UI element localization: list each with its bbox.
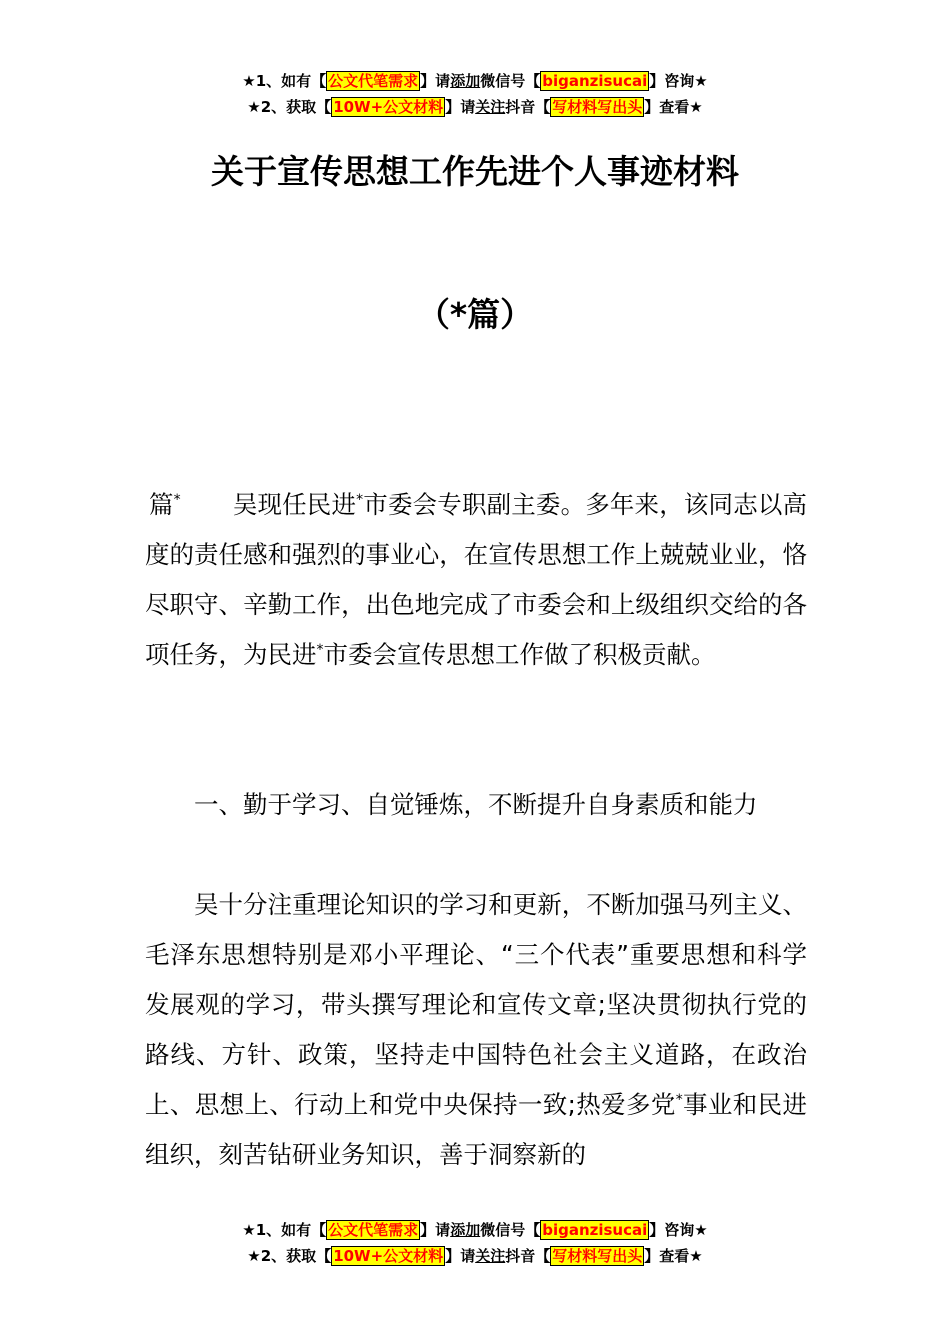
banner-text: 】咨询★ xyxy=(649,72,708,90)
banner-wechat-id: biganzisucai xyxy=(542,1221,648,1239)
banner-underline: 添加 xyxy=(450,1221,481,1239)
banner-douyin-id: 写材料写出头 xyxy=(552,1247,643,1265)
asterisk-mark: * xyxy=(675,1091,683,1108)
banner-text: 】请 xyxy=(445,1247,476,1265)
asterisk-mark: * xyxy=(173,491,181,508)
paragraph-text: 市委会专职副主委。多年来，该同志以高度的责任感和强烈的事业心，在宣传思想工作上兢兢业业，恪尽职守、辛勤工作，出色地完成了市委会和上级组织交给的各项任务，为民进 xyxy=(145,490,808,669)
banner-wechat-id: biganzisucai xyxy=(542,72,648,90)
banner-highlight: 10W+公文材料 xyxy=(333,1247,444,1265)
banner-text: 】请 xyxy=(420,72,451,90)
banner-line-1 xyxy=(0,1217,950,1243)
banner-text: ★1、如有【 xyxy=(242,1221,327,1239)
banner-highlight: 10W+公文材料 xyxy=(333,98,444,116)
paragraph-text: 吴十分注重理论知识的学习和更新，不断加强马列主义、毛泽东思想特别是邓小平理论、“三个代表”重要思想和科学发展观的学习，带头撰写理论和宣传文章;坚决贯彻执行党的路线、方针、政策，坚持走中国特色社会主义道路，在政治上、思想上、行动上和党中央保持一致;热爱多党 xyxy=(145,890,807,1119)
banner-line-2 xyxy=(0,94,950,120)
banner-text: 】查看★ xyxy=(644,98,703,116)
section-heading-1: 一、勤于学习、自觉锤炼，不断提升自身素质和能力 xyxy=(194,790,758,819)
paragraph-text: 吴现任民进 xyxy=(232,490,357,519)
banner-text: ★2、获取【 xyxy=(247,98,332,116)
banner-text: 】查看★ xyxy=(644,1247,703,1265)
banner-text: 抖音【 xyxy=(505,1247,551,1265)
document-subtitle: （*篇） xyxy=(416,295,534,334)
banner-text: 微信号【 xyxy=(480,72,541,90)
banner-text: 】请 xyxy=(420,1221,451,1239)
document-title: 关于宣传思想工作先进个人事迹材料 xyxy=(211,152,739,191)
banner-line-2 xyxy=(0,1243,950,1269)
paragraph-text: 市委会宣传思想工作做了积极贡献。 xyxy=(323,640,716,669)
asterisk-mark: * xyxy=(356,491,364,508)
banner-underline: 添加 xyxy=(450,72,481,90)
banner-text: ★1、如有【 xyxy=(242,72,327,90)
banner-text: 微信号【 xyxy=(480,1221,541,1239)
banner-douyin-id: 写材料写出头 xyxy=(552,98,643,116)
asterisk-mark: * xyxy=(316,641,324,658)
banner-underline: 关注 xyxy=(475,1247,506,1265)
banner-highlight: 公文代笔需求 xyxy=(328,1221,419,1239)
paragraph-section-1 xyxy=(145,880,807,1180)
banner-underline: 关注 xyxy=(475,98,506,116)
banner-line-1 xyxy=(0,68,950,94)
banner-highlight: 公文代笔需求 xyxy=(328,72,419,90)
paragraph-intro xyxy=(145,480,807,680)
paragraph-lead: 篇 xyxy=(149,490,174,519)
footer-banner xyxy=(0,1217,950,1269)
paragraph-text: 事业和民进组织，刻苦钻研业务知识，善于洞察新的 xyxy=(145,1090,807,1169)
banner-text: ★2、获取【 xyxy=(247,1247,332,1265)
banner-text: 抖音【 xyxy=(505,98,551,116)
header-banner xyxy=(0,68,950,120)
banner-text: 】咨询★ xyxy=(649,1221,708,1239)
banner-text: 】请 xyxy=(445,98,476,116)
